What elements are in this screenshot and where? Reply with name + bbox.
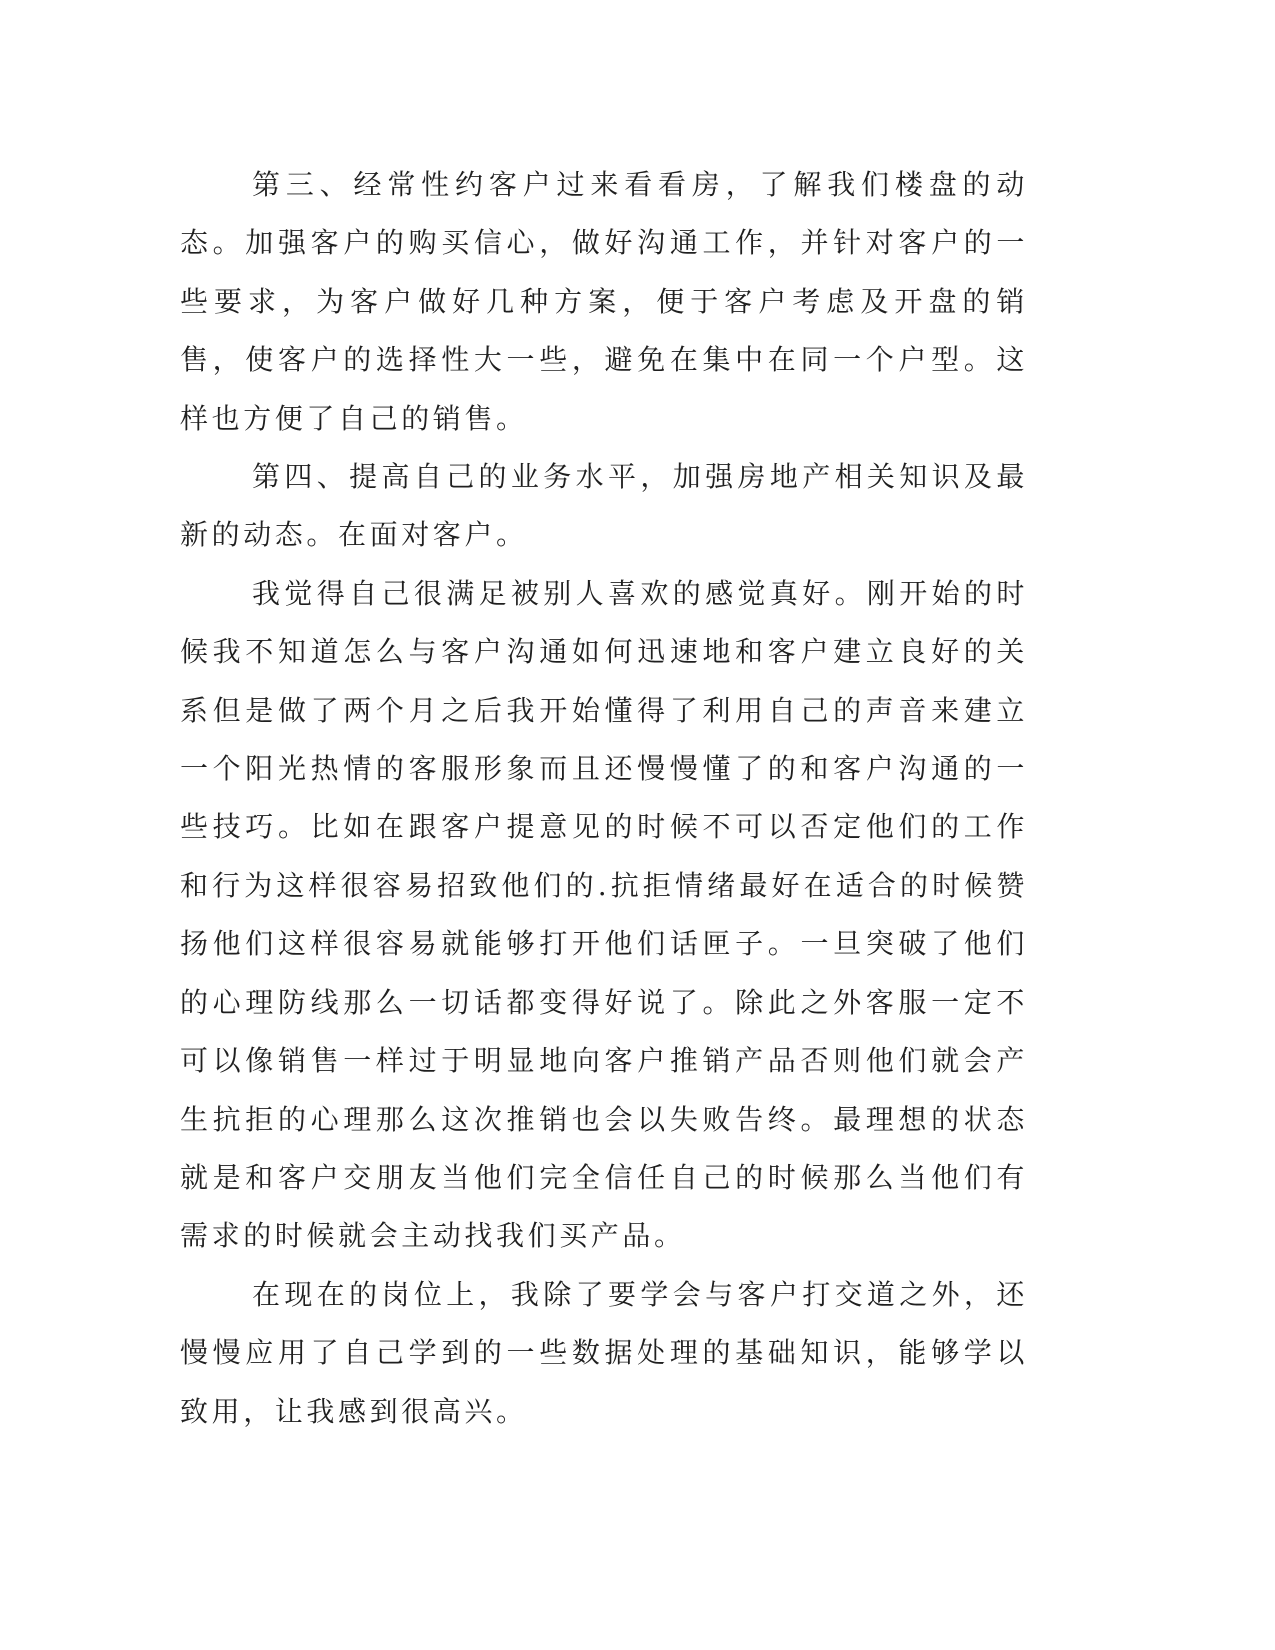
paragraph-1: 第三、经常性约客户过来看看房，了解我们楼盘的动态。加强客户的购买信心，做好沟通工作，并针对客户的一些要求，为客户做好几种方案，便于客户考虑及开盘的销售，使客户的选择性大一些，避免在集中在同一个户型。这样也方便了自己的销售。	[180, 168, 1028, 435]
paragraph-4: 在现在的岗位上，我除了要学会与客户打交道之外，还慢慢应用了自己学到的一些数据处理的基础知识，能够学以致用，让我感到很高兴。	[180, 1277, 1028, 1428]
document-body	[180, 156, 1028, 1441]
paragraph-2: 第四、提高自己的业务水平，加强房地产相关知识及最新的动态。在面对客户。	[180, 460, 1028, 552]
paragraph-3: 我觉得自己很满足被别人喜欢的感觉真好。刚开始的时候我不知道怎么与客户沟通如何迅速地和客户建立良好的关系但是做了两个月之后我开始懂得了利用自己的声音来建立一个阳光热情的客服形象而且还慢慢懂了的和客户沟通的一些技巧。比如在跟客户提意见的时候不可以否定他们的工作和行为这样很容易招致他们的.抗拒情绪最好在适合的时候赞扬他们这样很容易就能够打开他们话匣子。一旦突破了他们的心理防线那么一切话都变得好说了。除此之外客服一定不可以像销售一样过于明显地向客户推销产品否则他们就会产生抗拒的心理那么这次推销也会以失败告终。最理想的状态就是和客户交朋友当他们完全信任自己的时候那么当他们有需求的时候就会主动找我们买产品。	[180, 576, 1028, 1253]
